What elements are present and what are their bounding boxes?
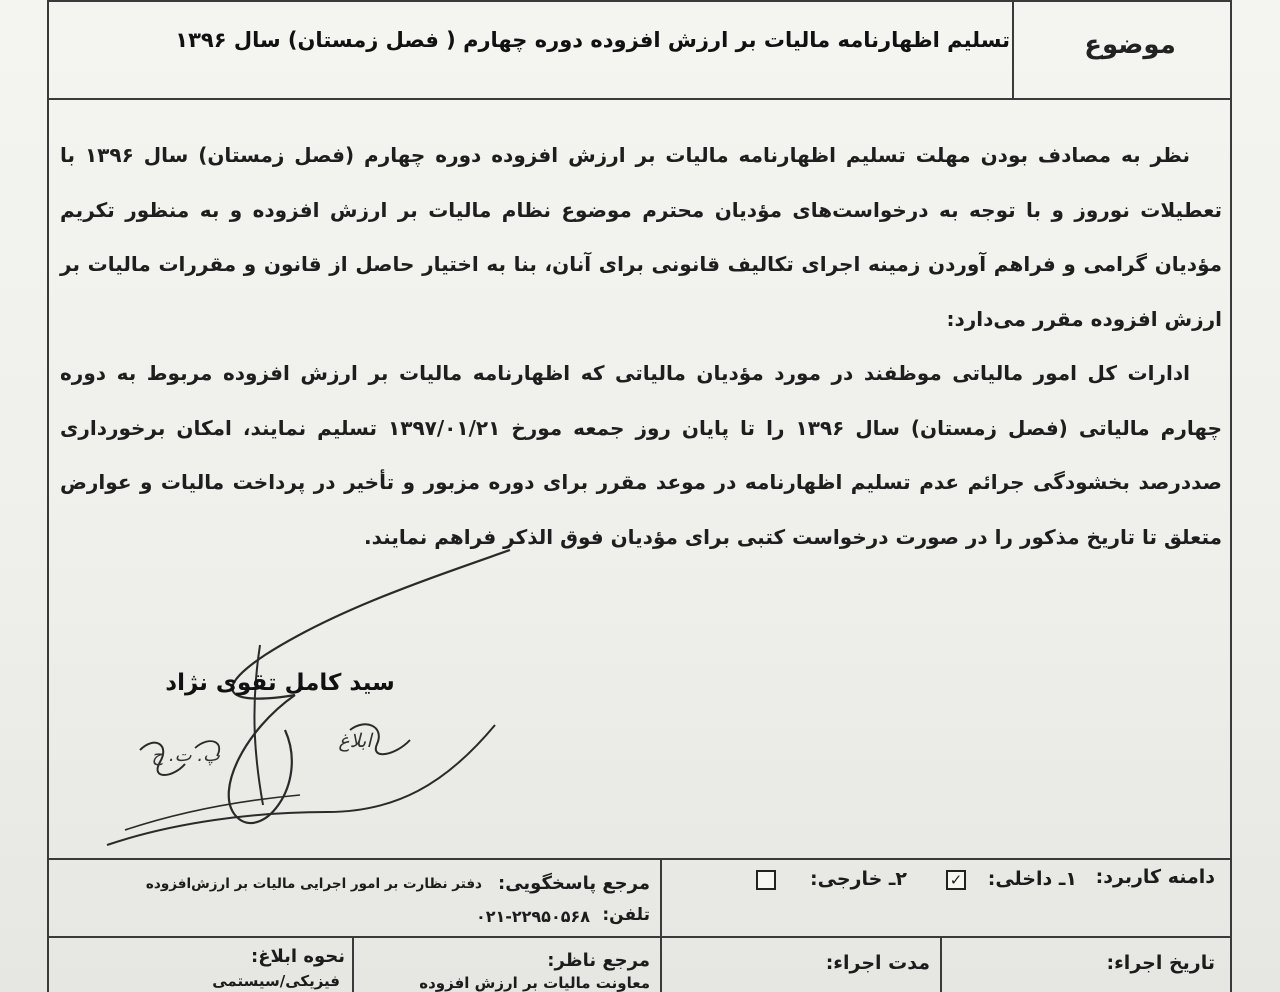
notify-method-label: نحوه ابلاغ: — [251, 946, 345, 967]
footer-divider-row2-b — [660, 936, 662, 992]
footer-divider-row2-c — [352, 936, 354, 992]
handwritten-title: ابلاغ — [338, 730, 372, 752]
internal-label: ۱ـ داخلی: — [987, 868, 1077, 890]
supervisor-ref-label: مرجع ناظر: — [547, 950, 650, 971]
body-right-border — [1230, 98, 1232, 860]
footer-divider-row1 — [660, 858, 662, 936]
exec-duration-label: مدت اجراء: — [825, 952, 930, 974]
footer-left-border — [47, 858, 49, 992]
footer-right-border — [1230, 858, 1232, 992]
subject-text: تسلیم اظهارنامه مالیات بر ارزش افزوده دوره چهارم ( فصل زمستان) سال ۱۳۹۶ — [175, 28, 1010, 52]
header-bottom-border — [48, 98, 1232, 100]
exec-date-label: تاریخ اجراء: — [1106, 952, 1215, 974]
footer-top-border — [48, 858, 1232, 860]
signer-name: سید کامل تقوی نژاد — [165, 670, 395, 696]
body-paragraph-2: ادارات کل امور مالیاتی موظفند در مورد مؤدیان مالیاتی که اظهارنامه مالیات بر ارزش افزوده مربوط به دوره چهارم مالیاتی (فصل زمستان) سال ۱۳۹۶ را تا پایان روز جمعه مورخ ۱۳۹۷/۰۱/۲۱ تسلیم نمایند، امکان برخورداری صددرصد بخشودگی جرائم عدم تسلیم اظهارنامه در موعد مقرر برای دوره مزبور و تأخیر در پرداخت مالیات و عوارض متعلق تا تاریخ مذکور را در صورت درخواست کتبی برای مؤدیان فوق الذکر فراهم نمایند. — [60, 361, 1222, 549]
internal-checkbox[interactable]: ✓ — [946, 870, 966, 890]
body-paragraph-1: نظر به مصادف بودن مهلت تسلیم اظهارنامه مالیات بر ارزش افزوده دوره چهارم (فصل زمستان) سال ۱۳۹۶ با تعطیلات نوروز و با توجه به درخواست‌های مؤدیان محترم موضوع نظام مالیات بر ارزش افزوده و به منظور تکریم مؤدیان گرامی و فراهم آوردن زمینه اجرای تکالیف قانونی برای آنان، بنا به اختیار حاصل از قانون و مقررات مالیات بر ارزش افزوده مقرر می‌دارد: — [60, 143, 1222, 331]
response-ref-label: مرجع پاسخگویی: — [498, 873, 650, 894]
footer-middle-border — [48, 936, 1232, 938]
phone-value: ۰۲۱-۲۲۹۵۰۵۶۸ — [475, 907, 590, 926]
header-divider — [1012, 0, 1014, 98]
notify-method-value: فیزیکی/سیستمی — [212, 972, 340, 990]
phone-label: تلفن: — [602, 905, 650, 925]
handwritten-mark: پ. ت. ح — [151, 745, 220, 766]
external-checkbox[interactable] — [756, 870, 776, 890]
header-right-border — [1230, 0, 1232, 98]
scope-label: دامنه کاربرد: — [1095, 866, 1215, 888]
subject-label: موضوع — [1084, 30, 1176, 60]
footer-divider-row2-a — [940, 936, 942, 992]
body-left-border — [47, 98, 49, 860]
header-top-border — [48, 0, 1232, 2]
external-label: ۲ـ خارجی: — [810, 868, 907, 890]
body-text — [60, 128, 1222, 564]
header-left-border — [47, 0, 49, 98]
response-ref-value: دفتر نظارت بر امور اجرایی مالیات بر ارزش‌افزوده — [145, 876, 482, 892]
supervisor-ref-value: معاونت مالیات بر ارزش افزوده — [419, 974, 650, 992]
